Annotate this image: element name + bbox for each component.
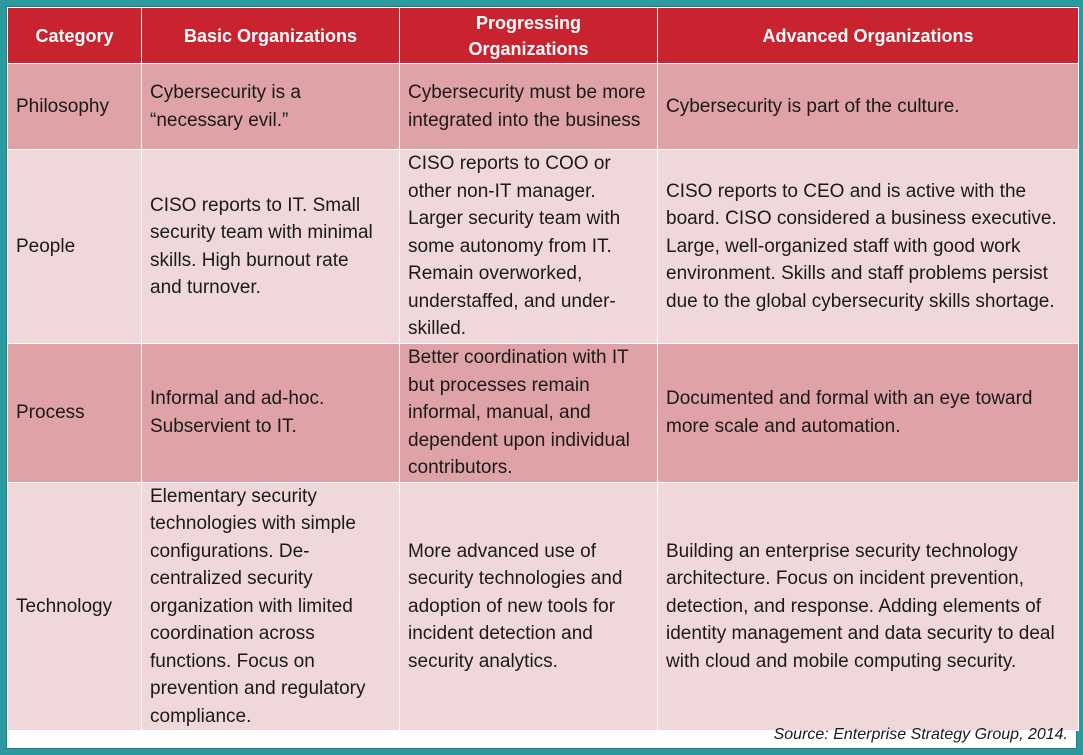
cell-basic: Cybersecurity is a “necessary evil.” — [142, 64, 400, 150]
header-advanced: Advanced Organizations — [658, 8, 1079, 64]
cell-progressing: More advanced use of security technologies and adoption of new tools for incident detection and security analytics. — [400, 482, 658, 731]
header-category: Category — [8, 8, 142, 64]
maturity-table — [7, 7, 1079, 731]
cell-advanced: Documented and formal with an eye toward more scale and automation. — [658, 344, 1079, 483]
table-row-philosophy — [8, 64, 1079, 150]
source-citation: Source: Enterprise Strategy Group, 2014. — [773, 726, 1068, 743]
cell-category: Philosophy — [8, 64, 142, 150]
cell-progressing: Cybersecurity must be more integrated into the business — [400, 64, 658, 150]
cell-basic: Informal and ad-hoc. Subservient to IT. — [142, 344, 400, 483]
cell-progressing: Better coordination with IT but processes remain informal, manual, and dependent upon individual contributors. — [400, 344, 658, 483]
table-row-process — [8, 344, 1079, 483]
cell-category: People — [8, 150, 142, 344]
cell-basic: Elementary security technologies with simple configurations. De-centralized security organization with limited coordination across functions. Focus on prevention and regulatory compliance. — [142, 482, 400, 731]
header-basic: Basic Organizations — [142, 8, 400, 64]
table-container — [6, 6, 1077, 749]
table-row-technology — [8, 482, 1079, 731]
table-row-people — [8, 150, 1079, 344]
cell-advanced: CISO reports to CEO and is active with the board. CISO considered a business executive. Large, well-organized staff with good work environment. Skills and staff problems persist due to the global cybersecurity skills shortage. — [658, 150, 1079, 344]
cell-category: Process — [8, 344, 142, 483]
cell-advanced: Cybersecurity is part of the culture. — [658, 64, 1079, 150]
cell-advanced: Building an enterprise security technology architecture. Focus on incident prevention, detection, and response. Adding elements of identity management and data security to deal with cloud and mobile computing security. — [658, 482, 1079, 731]
cell-category: Technology — [8, 482, 142, 731]
header-row — [8, 8, 1079, 64]
cell-progressing: CISO reports to COO or other non-IT manager. Larger security team with some autonomy from IT. Remain overworked, understaffed, and under-skilled. — [400, 150, 658, 344]
outer-frame — [2, 2, 1081, 753]
header-progressing: Progressing Organizations — [400, 8, 658, 64]
cell-basic: CISO reports to IT. Small security team with minimal skills. High burnout rate and turnover. — [142, 150, 400, 344]
